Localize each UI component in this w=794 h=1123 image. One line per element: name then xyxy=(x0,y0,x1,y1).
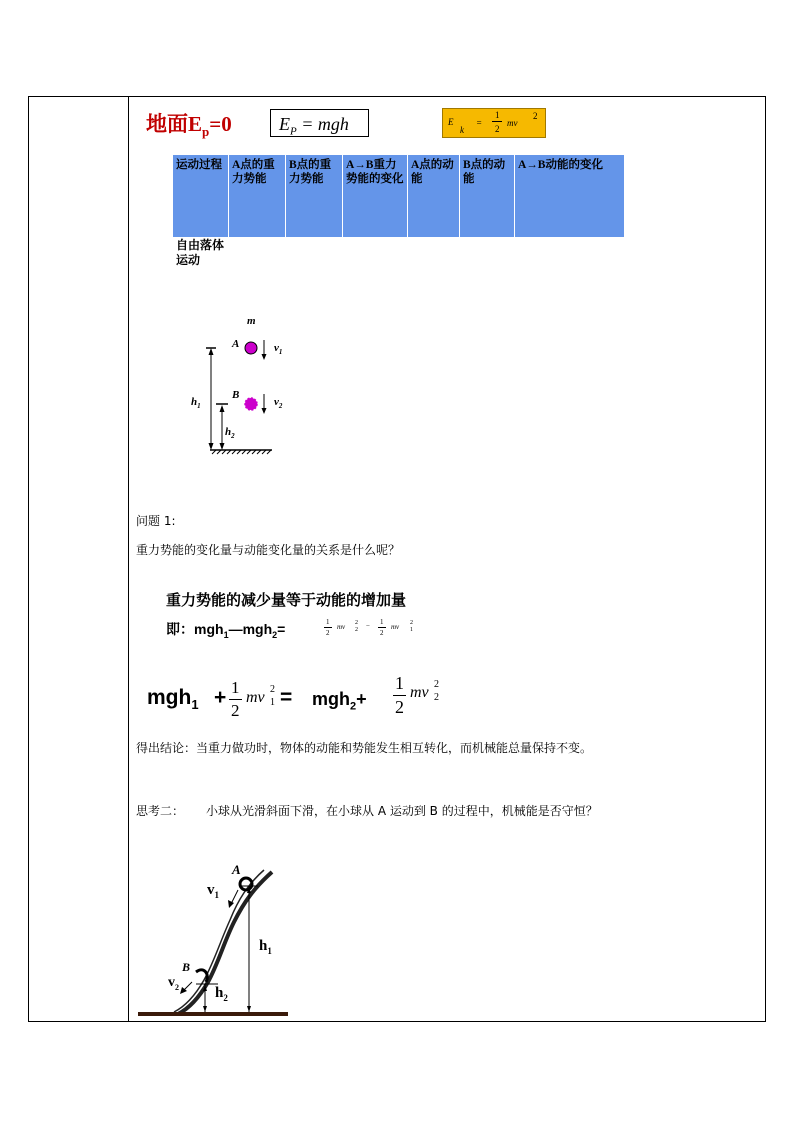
header-process: 运动过程 xyxy=(173,155,229,238)
ball-a xyxy=(245,342,257,354)
kinetic-term-2: 1 2 mv 2 2 xyxy=(395,673,439,717)
question-1-text: 重力势能的变化量与动能变化量的关系是什么呢？ xyxy=(136,543,401,557)
answer-line-1: 重力势能的减少量等于动能的增加量 xyxy=(166,591,407,609)
v2-label: $v_2$ xyxy=(274,396,283,411)
answer-line-2: 即：mgh$_1$—mgh$_2$= xyxy=(166,621,286,640)
header-a-kinetic: A点的动能 xyxy=(408,155,460,238)
point-b-label: B xyxy=(232,389,240,401)
plus-sign-1: + xyxy=(214,686,227,709)
free-fall-diagram xyxy=(180,312,290,462)
incline-h1-label: $h_1$ xyxy=(259,938,272,956)
header-b-potential: B点的重力势能 xyxy=(286,155,343,238)
header-ab-kinetic-change: A→B动能的变化 xyxy=(515,155,625,238)
v1-label: $v_1$ xyxy=(274,342,283,357)
ball-b xyxy=(245,398,257,410)
incline-v2-label: $v_2$ xyxy=(168,975,179,992)
equals-sign: = xyxy=(280,686,293,709)
think-2-label: 思考二： xyxy=(136,804,185,818)
kinetic-energy-formula: E k = 1 2 mv 2 xyxy=(442,108,546,138)
column-divider xyxy=(128,96,129,1022)
h1-label: $h_1$ xyxy=(191,396,201,411)
header-b-kinetic: B点的动能 xyxy=(460,155,515,238)
energy-table xyxy=(172,154,625,238)
conservation-rhs: mgh$_2$+ xyxy=(312,689,367,713)
conclusion-text: 得出结论：当重力做功时，物体的动能和势能发生相互转化，而机械能总量保持不变。 xyxy=(136,741,593,755)
kinetic-term-1: 1 2 mv 2 1 xyxy=(231,678,275,720)
incline-v1-label: $v_1$ xyxy=(207,882,219,900)
ground-zero-title: 地面$E_p=0$ xyxy=(146,112,232,140)
incline-point-a: A xyxy=(232,862,241,877)
header-ab-potential-change: A→B重力势能的变化 xyxy=(343,155,408,238)
think-2-text: 小球从光滑斜面下滑，在小球从 A 运动到 B 的过程中，机械能是否守恒？ xyxy=(206,804,598,818)
kinetic-difference-formula: 1 2 mv 2 2 − 1 2 mv 2 1 xyxy=(326,618,413,637)
incline-h2-label: $h_2$ xyxy=(215,985,228,1003)
incline-point-b: B xyxy=(182,960,191,974)
potential-energy-formula: $E_P$ = mgh xyxy=(270,109,369,137)
point-a-label: A xyxy=(232,338,240,350)
mass-label: m xyxy=(247,315,256,327)
row-label-free-fall: 自由落体运动 xyxy=(176,238,225,267)
h2-label: $h_2$ xyxy=(225,426,235,441)
header-a-potential: A点的重力势能 xyxy=(229,155,286,238)
question-1-label: 问题 1: xyxy=(136,514,176,528)
conservation-lhs: mgh$_1$ xyxy=(147,686,199,713)
